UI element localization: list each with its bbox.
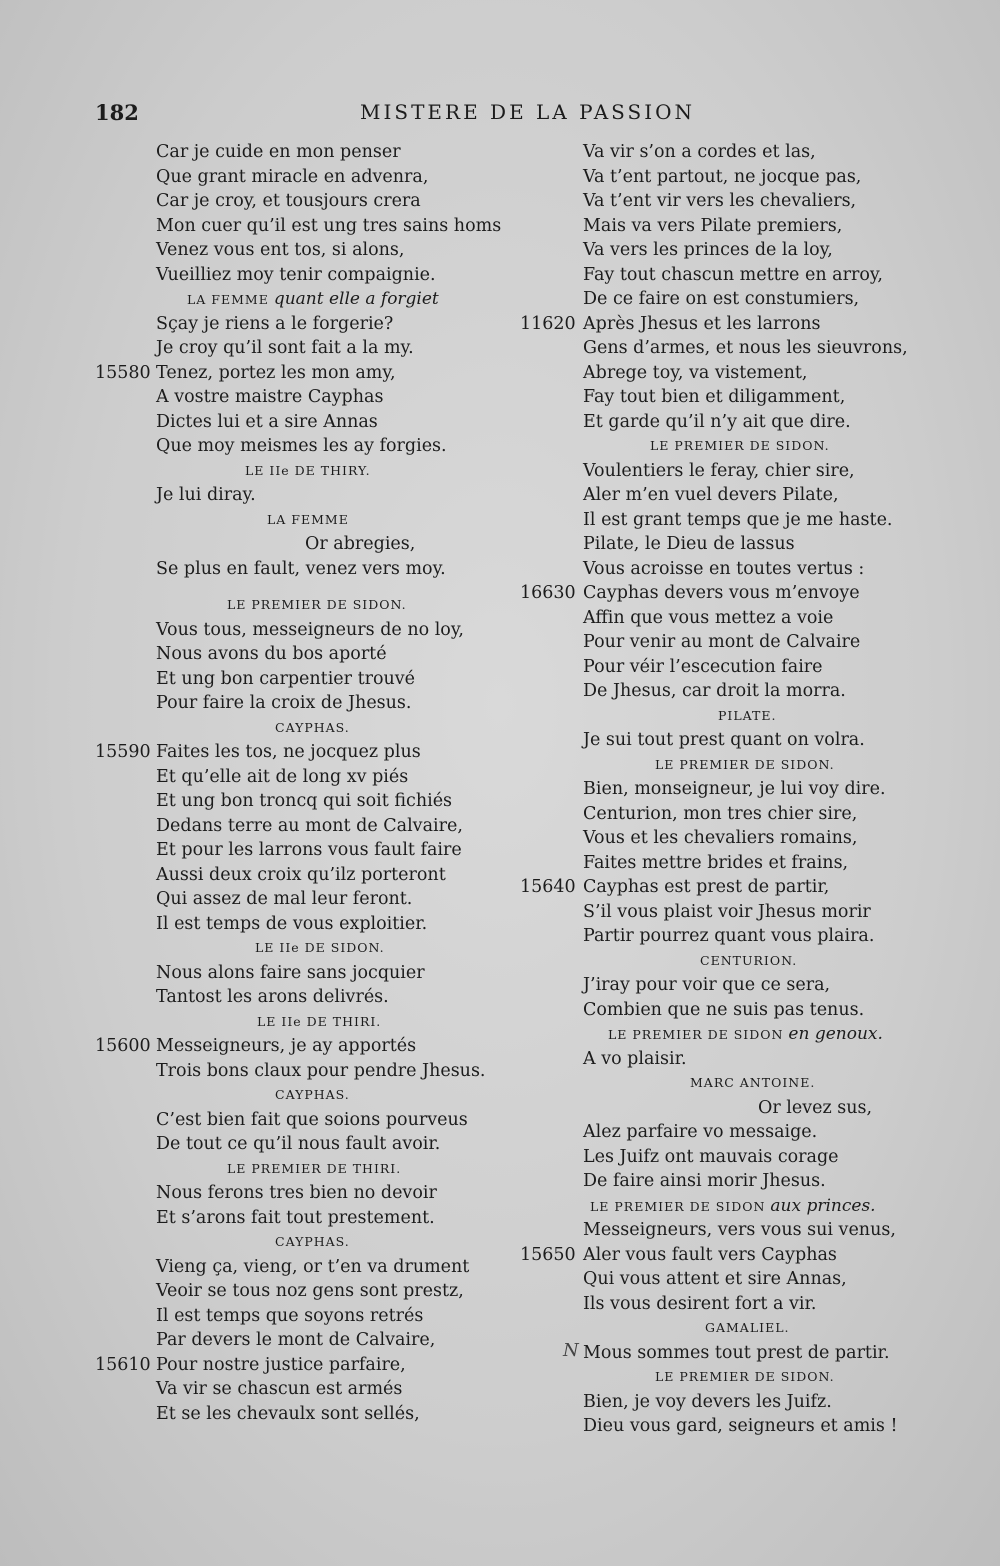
verse-line: Abrege toy, va vistement, bbox=[583, 362, 808, 383]
speaker-heading: CENTURION. bbox=[700, 952, 798, 968]
line-number: 15580 bbox=[95, 362, 151, 383]
verse-line: De ce faire on est constumiers, bbox=[583, 289, 860, 309]
speaker-heading: PILATE. bbox=[718, 707, 777, 723]
verse-line: Combien que ne suis pas tenus. bbox=[583, 999, 865, 1020]
line-number: 16630 bbox=[520, 583, 576, 603]
verse-line: Nous avons du bos aporté bbox=[156, 644, 387, 664]
verse-text: Aler vous fault vers Cayphas bbox=[583, 1244, 837, 1265]
verse-line: Je lui diray. bbox=[156, 485, 256, 505]
verse-line: Qui assez de mal leur feront. bbox=[156, 889, 413, 909]
line-number: 15640 bbox=[520, 877, 576, 897]
verse-line: Vieng ça, vieng, or t’en va drument bbox=[156, 1256, 470, 1277]
stage-direction: aux princes. bbox=[770, 1195, 876, 1216]
verse-line: S’il vous plaist voir Jhesus morir bbox=[583, 901, 871, 922]
verse-line: Les Juifz ont mauvais corage bbox=[583, 1146, 839, 1167]
speaker-heading: LE PREMIER DE SIDON. bbox=[655, 756, 835, 772]
verse-line: Partir pourrez quant vous plaira. bbox=[583, 926, 875, 946]
verse-line: Alez parfaire vo messaige. bbox=[583, 1122, 818, 1142]
speaker-name: LA FEMME bbox=[187, 292, 269, 307]
speaker-heading: LE IIe DE SIDON. bbox=[255, 940, 385, 955]
speaker-heading: LE PREMIER DE THIRI. bbox=[227, 1160, 402, 1176]
verse-text: Messeigneurs, je ay apportés bbox=[156, 1036, 417, 1056]
verse-line: A vo plaisir. bbox=[583, 1048, 687, 1069]
verse-line: Aussi deux croix qu’ilz porteront bbox=[156, 864, 446, 885]
verse-line: Fay tout chascun mettre en arroy, bbox=[583, 264, 883, 285]
speaker-heading: GAMALIEL. bbox=[705, 1320, 790, 1335]
verse-line bbox=[95, 361, 505, 386]
verse-line: Car je cuide en mon penser bbox=[156, 142, 401, 162]
verse-line: J’iray pour voir que ce sera, bbox=[583, 975, 831, 995]
speaker-heading: CAYPHAS. bbox=[275, 719, 350, 735]
speaker-heading bbox=[520, 1194, 910, 1219]
verse-line: Gens d’armes, et nous les sieuvrons, bbox=[583, 338, 908, 358]
verse-line: Affin que vous mettez a voie bbox=[583, 607, 834, 628]
stage-direction: quant elle a forgiet bbox=[273, 289, 439, 309]
line-number: 15610 bbox=[95, 1354, 151, 1375]
verse-line: De faire ainsi morir Jhesus. bbox=[583, 1171, 826, 1191]
verse-line: Va t’ent vir vers les chevaliers, bbox=[583, 191, 857, 211]
verse-line: Dictes lui et a sire Annas bbox=[156, 411, 378, 432]
verse-line: Or abregies, bbox=[305, 534, 416, 554]
verse-line bbox=[95, 1034, 505, 1059]
verse-line: Va vir s’on a cordes et las, bbox=[583, 142, 816, 162]
verse-line: Messeigneurs, vers vous sui venus, bbox=[583, 1220, 896, 1240]
verse-line: De tout ce qu’il nous fault avoir. bbox=[156, 1134, 441, 1154]
speaker-heading: LE PREMIER DE SIDON. bbox=[650, 438, 830, 453]
verse-line: Bien, monseigneur, je lui voy dire. bbox=[583, 779, 886, 799]
verse-line: De Jhesus, car droit la morra. bbox=[583, 681, 846, 701]
verse-line: Sçay je riens a le forgerie? bbox=[156, 313, 394, 334]
verse-line: Nous alons faire sans jocquier bbox=[156, 962, 425, 983]
right-column bbox=[520, 140, 910, 1439]
verse-line: Il est grant temps que je me haste. bbox=[583, 509, 893, 530]
verse-line: Mous sommes tout prest de partir. bbox=[583, 1342, 890, 1363]
handwritten-margin-mark: N bbox=[563, 1340, 579, 1361]
verse-line: Venez vous ent tos, si alons, bbox=[156, 240, 405, 260]
line-number: 15590 bbox=[95, 742, 151, 762]
page-number: 182 bbox=[95, 100, 139, 125]
verse-line: Bien, je voy devers les Juifz. bbox=[583, 1391, 832, 1412]
verse-line: Faites mettre brides et frains, bbox=[583, 852, 849, 873]
verse-text: Après Jhesus et les larrons bbox=[583, 313, 821, 334]
verse-line: Mais va vers Pilate premiers, bbox=[583, 215, 843, 236]
verse-line: Et ung bon troncq qui soit fichiés bbox=[156, 791, 453, 811]
speaker-name: LE PREMIER DE SIDON bbox=[590, 1198, 766, 1214]
verse-line bbox=[520, 581, 910, 606]
verse-line: Nous ferons tres bien no devoir bbox=[156, 1183, 437, 1203]
verse-line: Et ung bon carpentier trouvé bbox=[156, 668, 416, 689]
verse-line: Et garde qu’il n’y ait que dire. bbox=[583, 411, 851, 432]
verse-line: Qui vous attent et sire Annas, bbox=[583, 1269, 847, 1289]
verse-line: Centurion, mon tres chier sire, bbox=[583, 803, 858, 824]
running-title: MISTERE DE LA PASSION bbox=[360, 100, 696, 124]
speaker-heading: LE IIe DE THIRY. bbox=[245, 462, 371, 478]
line-number: 15650 bbox=[520, 1244, 576, 1265]
verse-line: Dedans terre au mont de Calvaire, bbox=[156, 815, 463, 836]
verse-line: Je croy qu’il sont fait a la my. bbox=[156, 338, 414, 358]
verse-line: Et qu’elle ait de long xv piés bbox=[156, 766, 409, 787]
verse-line bbox=[95, 740, 505, 765]
speaker-name: LE PREMIER DE SIDON bbox=[608, 1027, 784, 1042]
speaker-heading: LE PREMIER DE SIDON. bbox=[655, 1369, 835, 1384]
verse-line: Pour véir l’escecution faire bbox=[583, 656, 823, 677]
verse-text: Cayphas devers vous m’envoye bbox=[583, 583, 860, 603]
speaker-heading bbox=[520, 1022, 910, 1047]
verse-line: Tantost les arons delivrés. bbox=[156, 987, 389, 1007]
verse-line: Mon cuer qu’il est ung tres sains homs bbox=[156, 215, 502, 236]
verse-text: Pour nostre justice parfaire, bbox=[156, 1354, 406, 1375]
verse-line: Il est temps de vous exploitier. bbox=[156, 913, 428, 934]
verse-line: Et s’arons fait tout prestement. bbox=[156, 1207, 435, 1228]
verse-line bbox=[520, 875, 910, 900]
verse-line: Vous acroisse en toutes vertus : bbox=[583, 558, 865, 579]
verse-text: Tenez, portez les mon amy, bbox=[156, 362, 396, 383]
verse-line: Se plus en fault, venez vers moy. bbox=[156, 558, 446, 579]
verse-line: Voulentiers le feray, chier sire, bbox=[583, 460, 855, 481]
verse-line: Que grant miracle en advenra, bbox=[156, 166, 429, 187]
left-column bbox=[95, 140, 505, 1426]
verse-line: Vous tous, messeigneurs de no loy, bbox=[156, 619, 464, 640]
spacer bbox=[95, 581, 505, 593]
speaker-heading: LA FEMME bbox=[267, 511, 349, 527]
verse-line: Il est temps que soyons retrés bbox=[156, 1305, 424, 1326]
verse-line: C’est bien fait que soions pourveus bbox=[156, 1109, 468, 1130]
verse-line: Va vers les princes de la loy, bbox=[583, 240, 833, 260]
line-number: 11620 bbox=[520, 313, 576, 334]
verse-line: Et pour les larrons vous fault faire bbox=[156, 840, 462, 860]
page-header bbox=[0, 100, 1000, 130]
verse-line: Dieu vous gard, seigneurs et amis ! bbox=[583, 1416, 898, 1436]
verse-line: Fay tout bien et diligamment, bbox=[583, 387, 846, 407]
verse-line: Je sui tout prest quant on volra. bbox=[583, 730, 865, 750]
verse-line: Trois bons claux pour pendre Jhesus. bbox=[156, 1060, 486, 1081]
verse-line: Pour venir au mont de Calvaire bbox=[583, 632, 861, 652]
speaker-heading: LE PREMIER DE SIDON. bbox=[227, 597, 407, 612]
verse-line: Ils vous desirent fort a vir. bbox=[583, 1293, 817, 1314]
verse-line: Aler m’en vuel devers Pilate, bbox=[583, 485, 839, 505]
verse-line bbox=[520, 312, 910, 337]
verse-line: Et se les chevaulx sont sellés, bbox=[156, 1403, 420, 1424]
verse-text: Cayphas est prest de partir, bbox=[583, 877, 830, 897]
verse-line: Que moy meismes les ay forgies. bbox=[156, 436, 447, 456]
verse-line bbox=[520, 1243, 910, 1268]
line-number: 15600 bbox=[95, 1036, 151, 1056]
verse-line: Or levez sus, bbox=[758, 1097, 873, 1118]
verse-line bbox=[95, 1353, 505, 1378]
speaker-heading: LE IIe DE THIRI. bbox=[257, 1013, 382, 1029]
speaker-heading: CAYPHAS. bbox=[275, 1087, 350, 1102]
verse-line: A vostre maistre Cayphas bbox=[156, 387, 384, 407]
verse-line: Pour faire la croix de Jhesus. bbox=[156, 693, 412, 713]
stage-direction: en genoux. bbox=[788, 1024, 883, 1044]
verse-line: Va t’ent partout, ne jocque pas, bbox=[583, 166, 862, 187]
verse-line: Veoir se tous noz gens sont prestz, bbox=[156, 1281, 464, 1301]
verse-text: Faites les tos, ne jocquez plus bbox=[156, 742, 421, 762]
speaker-heading bbox=[95, 287, 505, 312]
verse-line: Vueilliez moy tenir compaignie. bbox=[156, 264, 436, 285]
verse-line: Vous et les chevaliers romains, bbox=[583, 828, 858, 848]
verse-line: Va vir se chascun est armés bbox=[156, 1379, 403, 1399]
speaker-heading: MARC ANTOINE. bbox=[690, 1075, 816, 1090]
verse-line: Car je croy, et tousjours crera bbox=[156, 191, 421, 211]
verse-line: Pilate, le Dieu de lassus bbox=[583, 534, 795, 554]
speaker-heading: CAYPHAS. bbox=[275, 1234, 350, 1249]
verse-line: Par devers le mont de Calvaire, bbox=[156, 1330, 436, 1350]
